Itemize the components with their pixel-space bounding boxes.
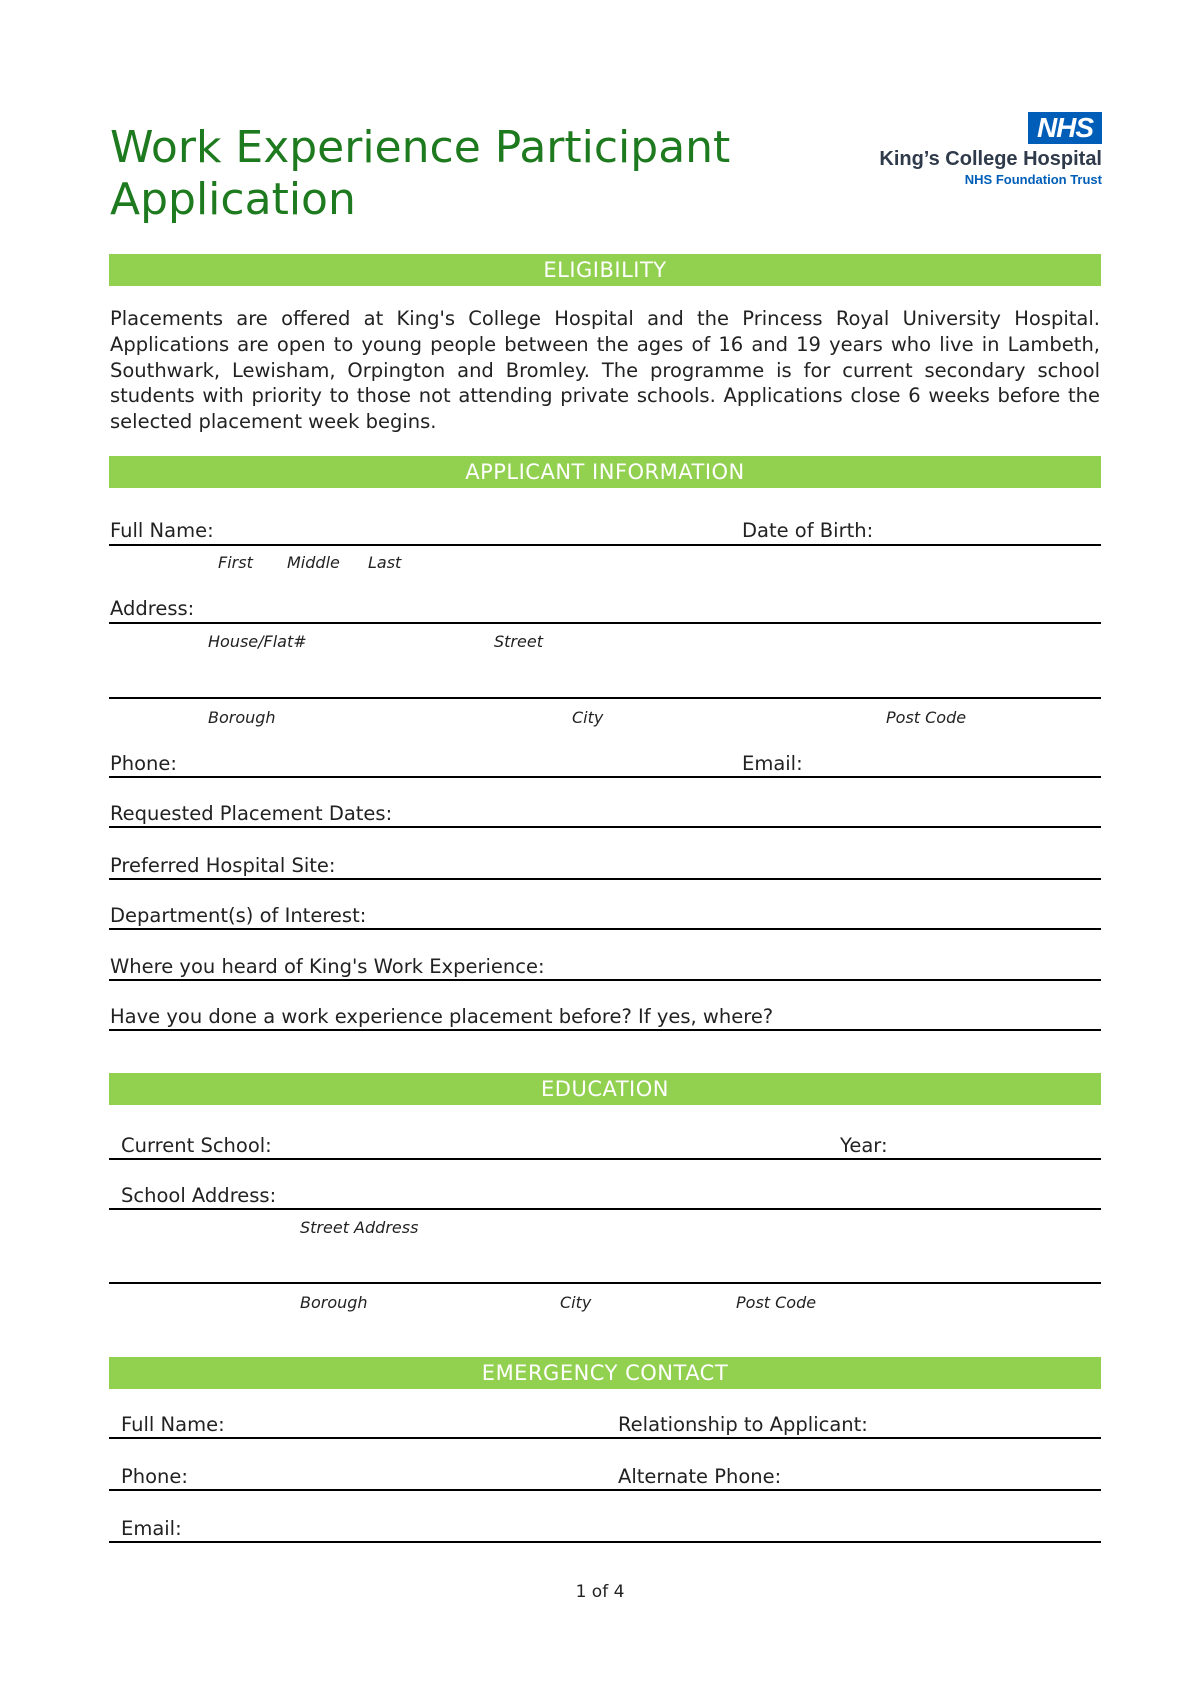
departments-label: Department(s) of Interest: [110, 904, 367, 927]
house-flat-caption: House/Flat# [208, 632, 307, 651]
address-line-2-field[interactable] [109, 697, 1101, 699]
street-address-caption: Street Address [300, 1218, 419, 1237]
heard-of-field[interactable] [109, 979, 1101, 981]
emergency-email-field[interactable] [109, 1541, 1101, 1543]
page-title [110, 122, 790, 226]
page-number: 1 of 4 [575, 1582, 625, 1602]
first-name-caption: First [218, 553, 253, 572]
full-name-label: Full Name: [110, 519, 214, 542]
emergency-email-label: Email: [121, 1517, 182, 1540]
emergency-name-field[interactable] [109, 1437, 1101, 1439]
placement-dates-field[interactable] [109, 826, 1101, 828]
previous-placement-field[interactable] [109, 1029, 1101, 1031]
city-caption: City [572, 708, 604, 727]
eligibility-heading: ELIGIBILITY [109, 254, 1101, 286]
year-label: Year: [840, 1134, 888, 1157]
middle-name-caption: Middle [287, 553, 340, 572]
logo-hospital-name: King’s College Hospital [879, 148, 1102, 170]
school-address-line-2-field[interactable] [109, 1282, 1101, 1284]
school-address-field[interactable] [109, 1208, 1101, 1210]
nhs-logo-badge: NHS [1028, 112, 1102, 144]
borough-caption: Borough [208, 708, 276, 727]
placement-dates-label: Requested Placement Dates: [110, 802, 393, 825]
heard-of-label: Where you heard of King's Work Experience: [110, 955, 545, 978]
relationship-label: Relationship to Applicant: [618, 1413, 868, 1436]
last-name-caption: Last [368, 553, 402, 572]
emergency-phone-field[interactable] [109, 1489, 1101, 1491]
title-line-2: Application [110, 174, 356, 225]
address-label: Address: [110, 597, 195, 620]
phone-email-field[interactable] [109, 776, 1101, 778]
emergency-contact-heading: EMERGENCY CONTACT [109, 1357, 1101, 1389]
school-address-label: School Address: [121, 1184, 277, 1207]
eligibility-text: Placements are offered at King's College Hospital and the Princess Royal University Hospital. Applications are open to young people between the ages of 16 and 19 years who live in Lambeth, Southwark, Lewisham, Orpington and Bromley. The programme is for current secondary school students with priority to those not attending private schools. Applications close 6 weeks before the selected placement week begins. [110, 307, 1100, 434]
current-school-field[interactable] [109, 1158, 1101, 1160]
logo-trust-name: NHS Foundation Trust [964, 172, 1102, 187]
phone-label: Phone: [110, 752, 177, 775]
hospital-site-field[interactable] [109, 878, 1101, 880]
title-line-1: Work Experience Participant [110, 122, 731, 173]
previous-placement-label: Have you done a work experience placement before? If yes, where? [110, 1005, 774, 1028]
school-city-caption: City [560, 1293, 592, 1312]
emergency-full-name-label: Full Name: [121, 1413, 225, 1436]
post-code-caption: Post Code [886, 708, 967, 727]
school-borough-caption: Borough [300, 1293, 368, 1312]
street-caption: Street [494, 632, 543, 651]
email-label: Email: [742, 752, 803, 775]
date-of-birth-label: Date of Birth: [742, 519, 874, 542]
education-heading: EDUCATION [109, 1073, 1101, 1105]
hospital-site-label: Preferred Hospital Site: [110, 854, 336, 877]
current-school-label: Current School: [121, 1134, 272, 1157]
alternate-phone-label: Alternate Phone: [618, 1465, 782, 1488]
departments-field[interactable] [109, 928, 1101, 930]
full-name-field[interactable] [109, 544, 1101, 546]
kings-college-hospital-logo [870, 112, 1102, 192]
address-field[interactable] [109, 622, 1101, 624]
emergency-phone-label: Phone: [121, 1465, 188, 1488]
applicant-information-heading: APPLICANT INFORMATION [109, 456, 1101, 488]
school-post-code-caption: Post Code [736, 1293, 817, 1312]
